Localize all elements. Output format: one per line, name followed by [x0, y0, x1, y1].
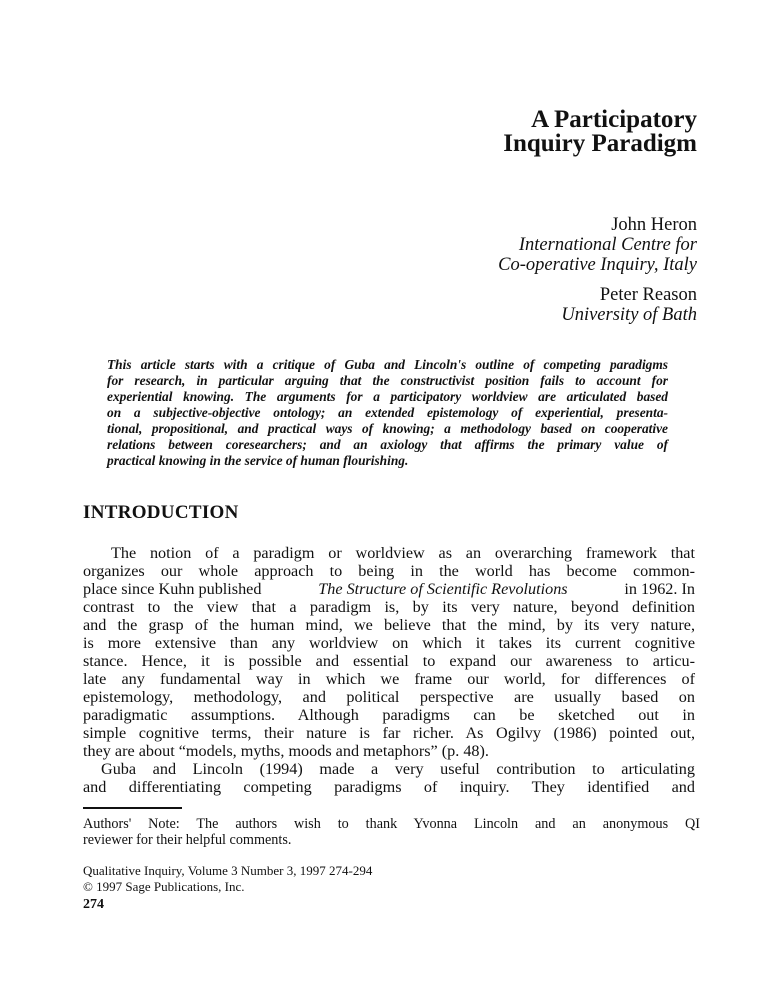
body-line: The notion of a paradigm or worldview as an overarching framework that — [111, 544, 695, 562]
journal-citation: Qualitative Inquiry, Volume 3 Number 3, 1997 274-294 — [83, 863, 373, 878]
article-title-line-1: A Participatory — [531, 106, 697, 133]
body-line: paradigmatic assumptions. Although paradigms can be sketched out in — [83, 706, 695, 724]
body-text-segment: place since Kuhn published — [83, 580, 266, 598]
body-text-segment: in 1962. In — [620, 580, 695, 598]
page-number: 274 — [83, 897, 104, 912]
abstract-line: practical knowing in the service of human flourishing. — [107, 453, 409, 468]
body-line: epistemology, methodology, and political perspective are usually based on — [83, 688, 695, 706]
abstract-line: on a subjective-objective ontology; an extended epistemology of experiential, presenta- — [107, 405, 668, 420]
body-line: and the grasp of the human mind, we believe that the mind, by its very nature, — [83, 616, 695, 634]
body-line: they are about “models, myths, moods and metaphors” (p. 48). — [83, 742, 489, 760]
author-affiliation: Co-operative Inquiry, Italy — [498, 255, 697, 275]
abstract-line: experiential knowing. The arguments for a participatory worldview are articulated based — [107, 389, 668, 404]
body-line: organizes our whole approach to being in the world has become common- — [83, 562, 695, 580]
section-heading: INTRODUCTION — [83, 502, 239, 523]
footnote-divider — [83, 807, 182, 809]
body-line: Guba and Lincoln (1994) made a very useful contribution to articulating — [101, 760, 695, 778]
body-line — [83, 580, 695, 598]
body-line: is more extensive than any worldview on which it takes its current cognitive — [83, 634, 695, 652]
body-line: stance. Hence, it is possible and essential to expand our awareness to articu- — [83, 652, 695, 670]
abstract-line: relations between coresearchers; and an axiology that affirms the primary value of — [107, 437, 668, 452]
abstract-line: This article starts with a critique of Guba and Lincoln's outline of competing paradigms — [107, 357, 668, 372]
footnote-line: Authors' Note: The authors wish to thank Yvonna Lincoln and an anonymous QI — [83, 816, 700, 832]
author-affiliation: International Centre for — [518, 235, 697, 255]
article-title-line-2: Inquiry Paradigm — [503, 130, 697, 157]
abstract-line: for research, in particular arguing that the constructivist position fails to account for — [107, 373, 668, 388]
footnote-line: reviewer for their helpful comments. — [83, 832, 292, 848]
book-title: The Structure of Scientific Revolutions — [318, 580, 568, 598]
body-line: late any fundamental way in which we frame our world, for differences of — [83, 670, 695, 688]
body-line: simple cognitive terms, their nature is far richer. As Ogilvy (1986) pointed out, — [83, 724, 695, 742]
body-line: and differentiating competing paradigms of inquiry. They identified and — [83, 778, 695, 796]
body-line: contrast to the view that a paradigm is, by its very nature, beyond definition — [83, 598, 695, 616]
abstract-line: tional, propositional, and practical ways of knowing; a methodology based on cooperative — [107, 421, 668, 436]
author-affiliation: University of Bath — [561, 305, 697, 325]
author-name: John Heron — [611, 215, 697, 235]
copyright-notice: © 1997 Sage Publications, Inc. — [83, 879, 245, 894]
author-name: Peter Reason — [599, 285, 697, 305]
